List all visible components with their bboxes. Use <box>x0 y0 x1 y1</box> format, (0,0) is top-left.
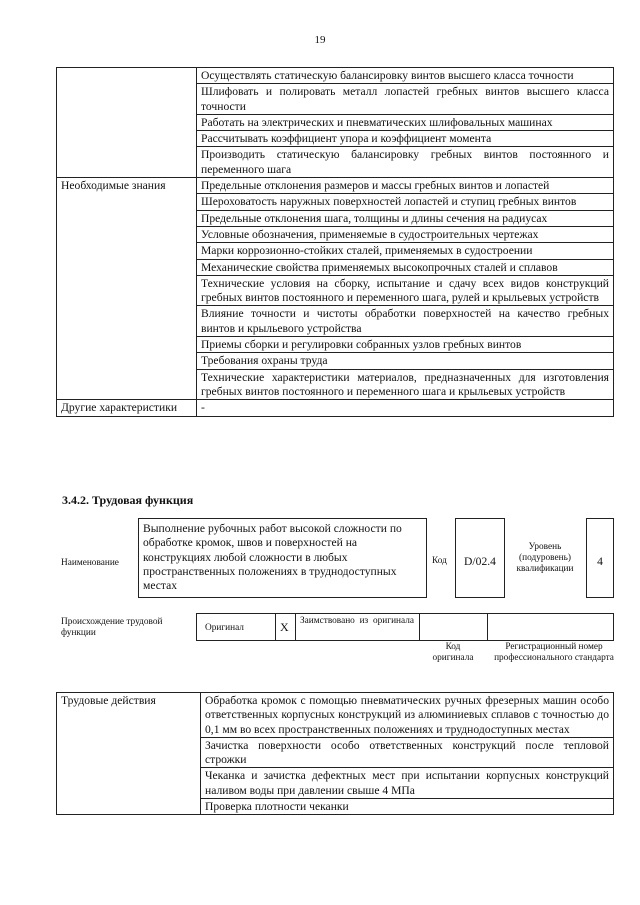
divider <box>295 613 296 641</box>
level-value-box: 4 <box>586 518 614 598</box>
table-row: Проверка плотности чеканки <box>201 799 614 815</box>
table-row: Технические условия на сборку, испытание и сдачу всех видов конструкций гребных винтов постоянного и переменного шага, рулей и крыльевых устройств <box>197 275 614 306</box>
section-title: 3.4.2. Трудовая функция <box>62 493 194 507</box>
divider <box>419 613 420 641</box>
table-row: Шероховатость наружных поверхностей лопастей и ступиц гребных винтов <box>197 194 614 210</box>
table-row: Чеканка и зачистка дефектных мест при испытании корпусных конструкций наливом воды при давлении свыше 4 МПа <box>201 768 614 799</box>
table-row: Предельные отклонения шага, толщины и длины сечения на радиусах <box>197 210 614 226</box>
table-row: Марки коррозионно-стойких сталей, применяемых в судостроении <box>197 243 614 259</box>
table-row: Работать на электрических и пневматических шлифовальных машинах <box>197 114 614 130</box>
function-name-box: Выполнение рубочных работ высокой сложности по обработке кромок, швов и поверхностей на конструкциях любой сложности в любых пространственных положениях в труднодоступных местах <box>138 518 427 598</box>
name-label: Наименование <box>61 558 119 568</box>
original-label: Оригинал <box>205 623 244 633</box>
reg-number-label: Регистрационный номер профессионального стандарта <box>494 642 614 663</box>
borrowed-label: Заимствовано из оригинала <box>300 616 414 626</box>
table-row: Требования охраны труда <box>197 353 614 369</box>
table-row: Приемы сборки и регулировки собранных узлов гребных винтов <box>197 337 614 353</box>
table-row: Рассчитывать коэффициент упора и коэффициент момента <box>197 131 614 147</box>
empty-label-cell <box>57 68 197 178</box>
table-row: Влияние точности и чистоты обработки поверхностей на качество гребных винтов и крыльевого устройства <box>197 306 614 337</box>
actions-table <box>56 692 614 815</box>
code-value-box: D/02.4 <box>455 518 505 598</box>
table-row: Обработка кромок с помощью пневматических ручных фрезерных машин особо ответственных корпусных конструкций из алюминиевых сплавов с точностью до 0,1 мм во всех пространственных положениях и труднодоступных местах <box>201 693 614 738</box>
table-row: Технические характеристики материалов, предназначенных для изготовления гребных винтов постоянного и переменного шага и крыльевых устройств <box>197 369 614 400</box>
page-number: 19 <box>314 34 326 46</box>
other-characteristics-label: Другие характеристики <box>57 400 197 416</box>
table-row: Предельные отклонения размеров и массы гребных винтов и лопастей <box>197 178 614 194</box>
skills-table <box>56 67 614 417</box>
level-label: Уровень (подуровень) квалификации <box>516 542 574 574</box>
code-label: Код <box>432 556 447 566</box>
actions-label: Трудовые действия <box>57 693 201 815</box>
table-row: Условные обозначения, применяемые в судостроительных чертежах <box>197 226 614 242</box>
original-mark: X <box>280 620 289 634</box>
divider <box>275 613 276 641</box>
other-characteristics-value: - <box>197 400 614 416</box>
table-row: Осуществлять статическую балансировку винтов высшего класса точности <box>197 68 614 84</box>
table-row: Зачистка поверхности особо ответственных конструкций после тепловой строжки <box>201 737 614 768</box>
knowledge-label: Необходимые знания <box>57 178 197 400</box>
table-row: Шлифовать и полировать металл лопастей гребных винтов высшего класса точности <box>197 84 614 115</box>
divider <box>487 613 488 641</box>
table-row: Механические свойства применяемых высокопрочных сталей и сплавов <box>197 259 614 275</box>
code-original-label: Код оригинала <box>432 642 474 663</box>
origin-label: Происхождение трудовой функции <box>61 617 163 638</box>
table-row: Производить статическую балансировку гребных винтов постоянного и переменного шага <box>197 147 614 178</box>
